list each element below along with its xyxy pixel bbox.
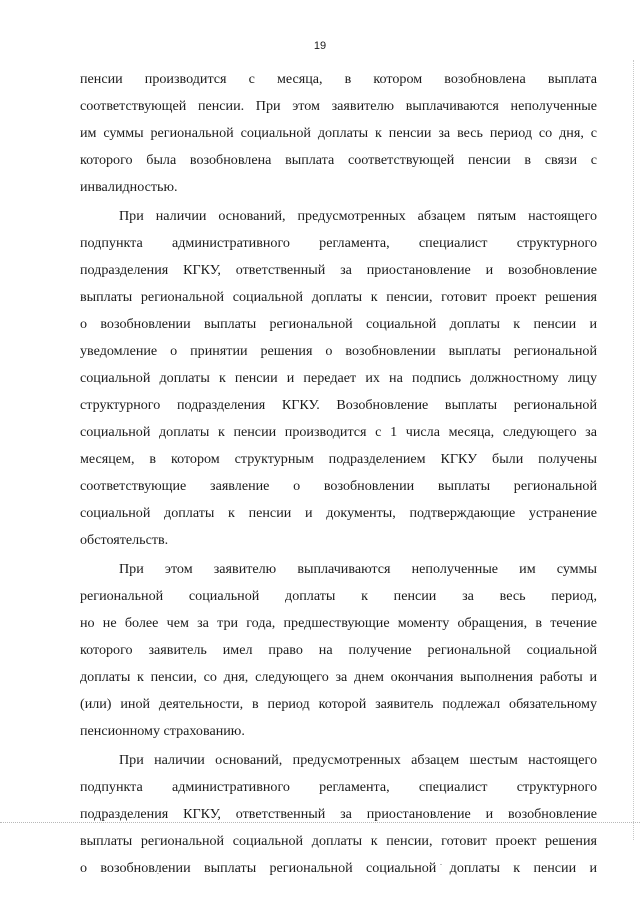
- paragraph: [80, 556, 597, 745]
- scan-edge-artifact: [633, 60, 634, 840]
- text-line: которого заявитель имел право на получение региональной социальной: [80, 642, 597, 658]
- text-line: которого была возобновлена выплата соответствующей пенсии в связи с: [80, 152, 597, 168]
- text-line: При этом заявителю выплачиваются неполученные им суммы: [119, 561, 597, 577]
- text-line: социальной доплаты к пенсии и передает их на подпись должностному лицу: [80, 370, 597, 386]
- text-line: При наличии оснований, предусмотренных абзацем шестым настоящего: [119, 752, 597, 768]
- text-line: выплаты региональной социальной доплаты к пенсии, готовит проект решения: [80, 289, 597, 305]
- text-line: социальной доплаты к пенсии производится с 1 числа месяца, следующего за: [80, 424, 597, 440]
- text-line: выплаты региональной социальной доплаты к пенсии, готовит проект решения: [80, 833, 597, 849]
- text-line: региональной социальной доплаты к пенсии за весь период,: [80, 588, 597, 604]
- text-line: им суммы региональной социальной доплаты к пенсии за весь период со дня, с: [80, 125, 597, 141]
- text-line: о возобновлении выплаты региональной социальной доплаты к пенсии и: [80, 316, 597, 332]
- paragraph: [80, 203, 597, 554]
- document-body: [80, 66, 597, 882]
- text-line: пенсионному страхованию.: [80, 723, 245, 739]
- page-number: 19: [313, 40, 327, 52]
- text-line: обстоятельств.: [80, 532, 169, 548]
- text-line: подпункта административного регламента, специалист структурного: [80, 235, 597, 251]
- text-line: месяцем, в котором структурным подразделением КГКУ были получены: [80, 451, 597, 467]
- paragraph: [80, 747, 597, 882]
- text-line: подразделения КГКУ, ответственный за приостановление и возобновление: [80, 262, 597, 278]
- text-line: соответствующей пенсии. При этом заявителю выплачиваются неполученные: [80, 98, 597, 114]
- text-line: социальной доплаты к пенсии и документы, подтверждающие устранение: [80, 505, 597, 521]
- text-line: подпункта административного регламента, специалист структурного: [80, 779, 597, 795]
- paragraph-continuation: [80, 66, 597, 201]
- text-line: пенсии производится с месяца, в котором возобновлена выплата: [80, 71, 597, 87]
- text-line: подразделения КГКУ, ответственный за приостановление и возобновление: [80, 806, 597, 822]
- text-line: инвалидностью.: [80, 179, 178, 195]
- text-line: доплаты к пенсии, со дня, следующего за днем окончания выполнения работы и: [80, 669, 597, 685]
- text-line: соответствующие заявление о возобновлении выплаты региональной: [80, 478, 597, 494]
- text-line: о возобновлении выплаты региональной социальной доплаты к пенсии и: [80, 860, 597, 876]
- text-line: но не более чем за три года, предшествующие моменту обращения, в течение: [80, 615, 597, 631]
- text-line: уведомление о принятии решения о возобновлении выплаты региональной: [80, 343, 597, 359]
- text-line: структурного подразделения КГКУ. Возобновление выплаты региональной: [80, 397, 597, 413]
- text-line: При наличии оснований, предусмотренных абзацем пятым настоящего: [119, 208, 597, 224]
- text-line: (или) иной деятельности, в период которой заявитель подлежал обязательному: [80, 696, 597, 712]
